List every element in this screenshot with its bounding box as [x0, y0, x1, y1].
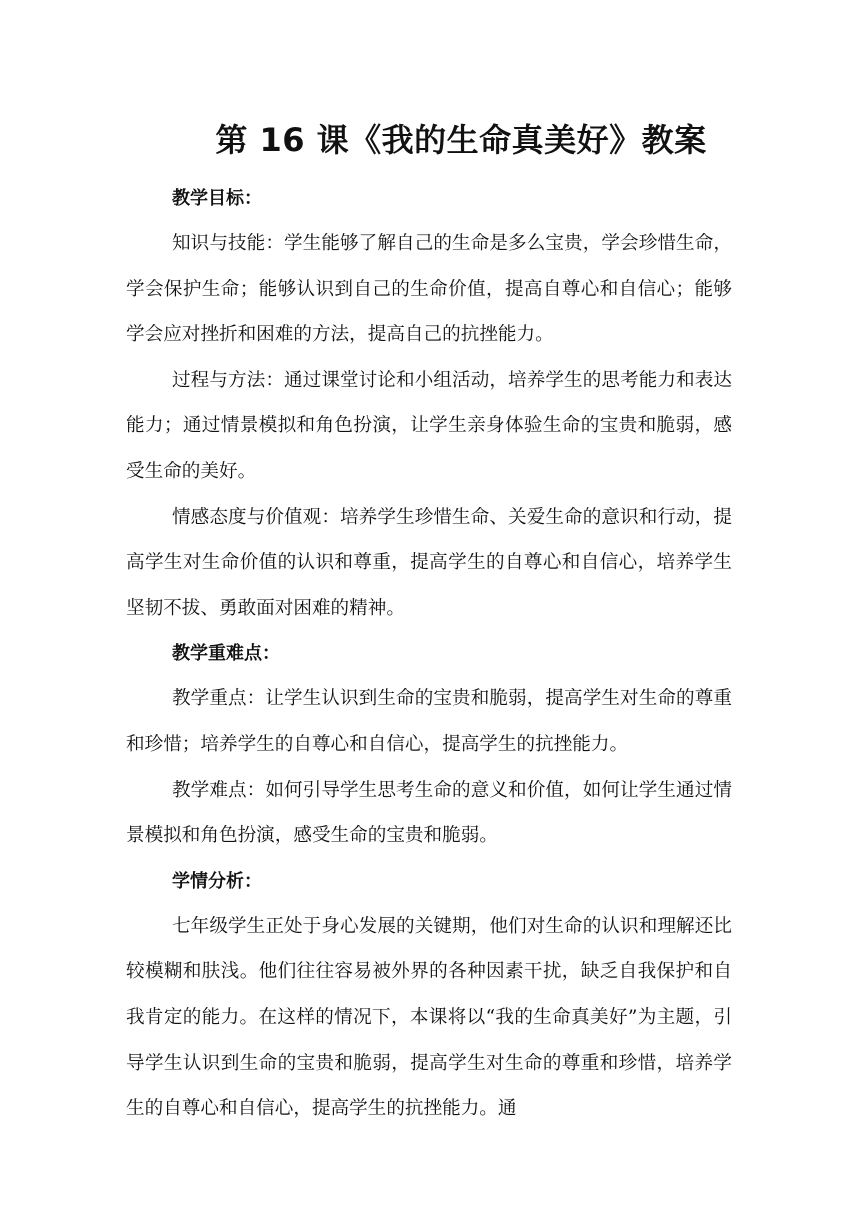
document-title: 第 16 课《我的生命真美好》教案 [215, 121, 707, 159]
paragraph-emotions-values: 情感态度与价值观：培养学生珍惜生命、关爱生命的意识和行动，提高学生对生命价值的认识和尊重，提高学生的自尊心和自信心，培养学生坚韧不拔、勇敢面对困难的精神。 [126, 506, 732, 619]
paragraph-difficult-point: 教学难点：如何引导学生思考生命的意义和价值，如何让学生通过情景模拟和角色扮演，感受生命的宝贵和脆弱。 [126, 779, 732, 847]
paragraph-knowledge-skills: 知识与技能：学生能够了解自己的生命是多么宝贵，学会珍惜生命，学会保护生命；能够认识到自己的生命价值，提高自尊心和自信心；能够学会应对挫折和困难的方法，提高自己的抗挫能力。 [126, 233, 732, 346]
section-heading-student-analysis: 学情分析： [172, 870, 262, 892]
section-heading-key-points: 教学重难点： [172, 643, 280, 665]
paragraph-process-methods: 过程与方法：通过课堂讨论和小组活动，培养学生的思考能力和表达能力；通过情景模拟和角色扮演，让学生亲身体验生命的宝贵和脆弱，感受生命的美好。 [126, 369, 732, 482]
paragraph-key-point: 教学重点：让学生认识到生命的宝贵和脆弱，提高学生对生命的尊重和珍惜；培养学生的自尊心和自信心，提高学生的抗挫能力。 [126, 688, 732, 755]
section-heading-objectives: 教学目标： [172, 188, 262, 209]
paragraph-student-analysis: 七年级学生正处于身心发展的关键期，他们对生命的认识和理解还比较模糊和肤浅。他们往往容易被外界的各种因素干扰，缺乏自我保护和自我肯定的能力。在这样的情况下，本课将以“我的生命真美好”为主题，引导学生认识到生命的宝贵和脆弱，提高学生对生命的尊重和珍惜，培养学生的自尊心和自信心，提高学生的抗挫能力。通 [126, 915, 732, 1120]
document-body [126, 176, 732, 1132]
